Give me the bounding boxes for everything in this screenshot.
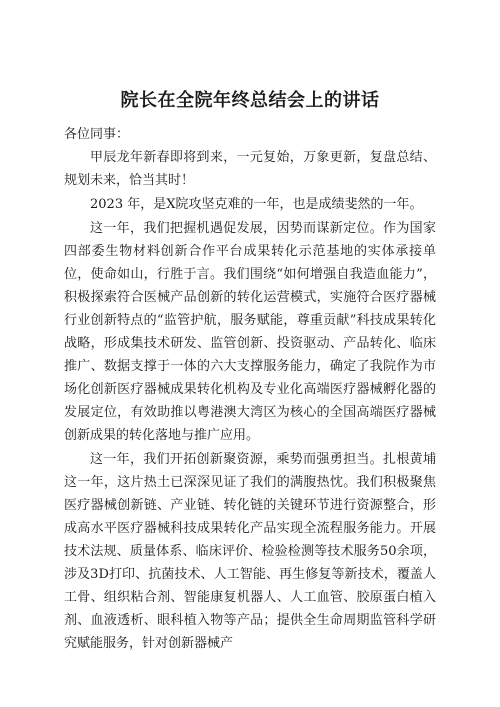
paragraph-positioning: 这一年，我们把握机遇促发展，因势而谋新定位。作为国家四部委生物材料创新合作平台成果转化示范基地的实体承接单位，使命如山，行胜于言。我们围绕“如何增强自我造血能力”，积极探索符合医械产品创新的转化运营模式，实施符合医疗器械行业创新特点的“监管护航，服务赋能，尊重贡献”科技成果转化战略，形成集技术研发、监管创新、投资驱动、产品转化、临床推广、数据支撑于一体的六大支撑服务能力，确定了我院作为市场化创新医疗器械成果转化机构及专业化高端医疗器械孵化器的发展定位，有效助推以粤港澳大湾区为核心的全国高端医疗器械创新成果的转化落地与推广应用。 — [64, 221, 436, 443]
paragraph-2023-summary: 2023 年，是X院攻坚克难的一年，也是成绩斐然的一年。 — [90, 197, 423, 212]
paragraph-new-year: 甲辰龙年新春即将到来，一元复始，万象更新，复盘总结、规划未来，恰当其时！ — [64, 150, 436, 188]
document-title: 院长在全院年终总结会上的讲话 — [120, 90, 380, 111]
salutation: 各位同事： — [64, 127, 130, 142]
paragraph-innovation-resources: 这一年，我们开拓创新聚资源，乘势而强勇担当。扎根黄埔这一年，这片热土已深深见证了我们的满腹热忱。我们积极聚焦医疗器械创新链、产业链、转化链的关键环节进行资源整合，形成高水平医疗器械科技成果转化产品实现全流程服务能力。开展技术法规、质量体系、临床评价、检验检测等技术服务50余项，涉及3D打印、抗菌技术、人工智能、再生修复等新技术，覆盖人工骨、组织粘合剂、智能康复机器人、人工血管、胶原蛋白植入剂、血液透析、眼科植入物等产品；提供全生命周期监管科学研究赋能服务，针对创新器械产 — [64, 452, 436, 651]
